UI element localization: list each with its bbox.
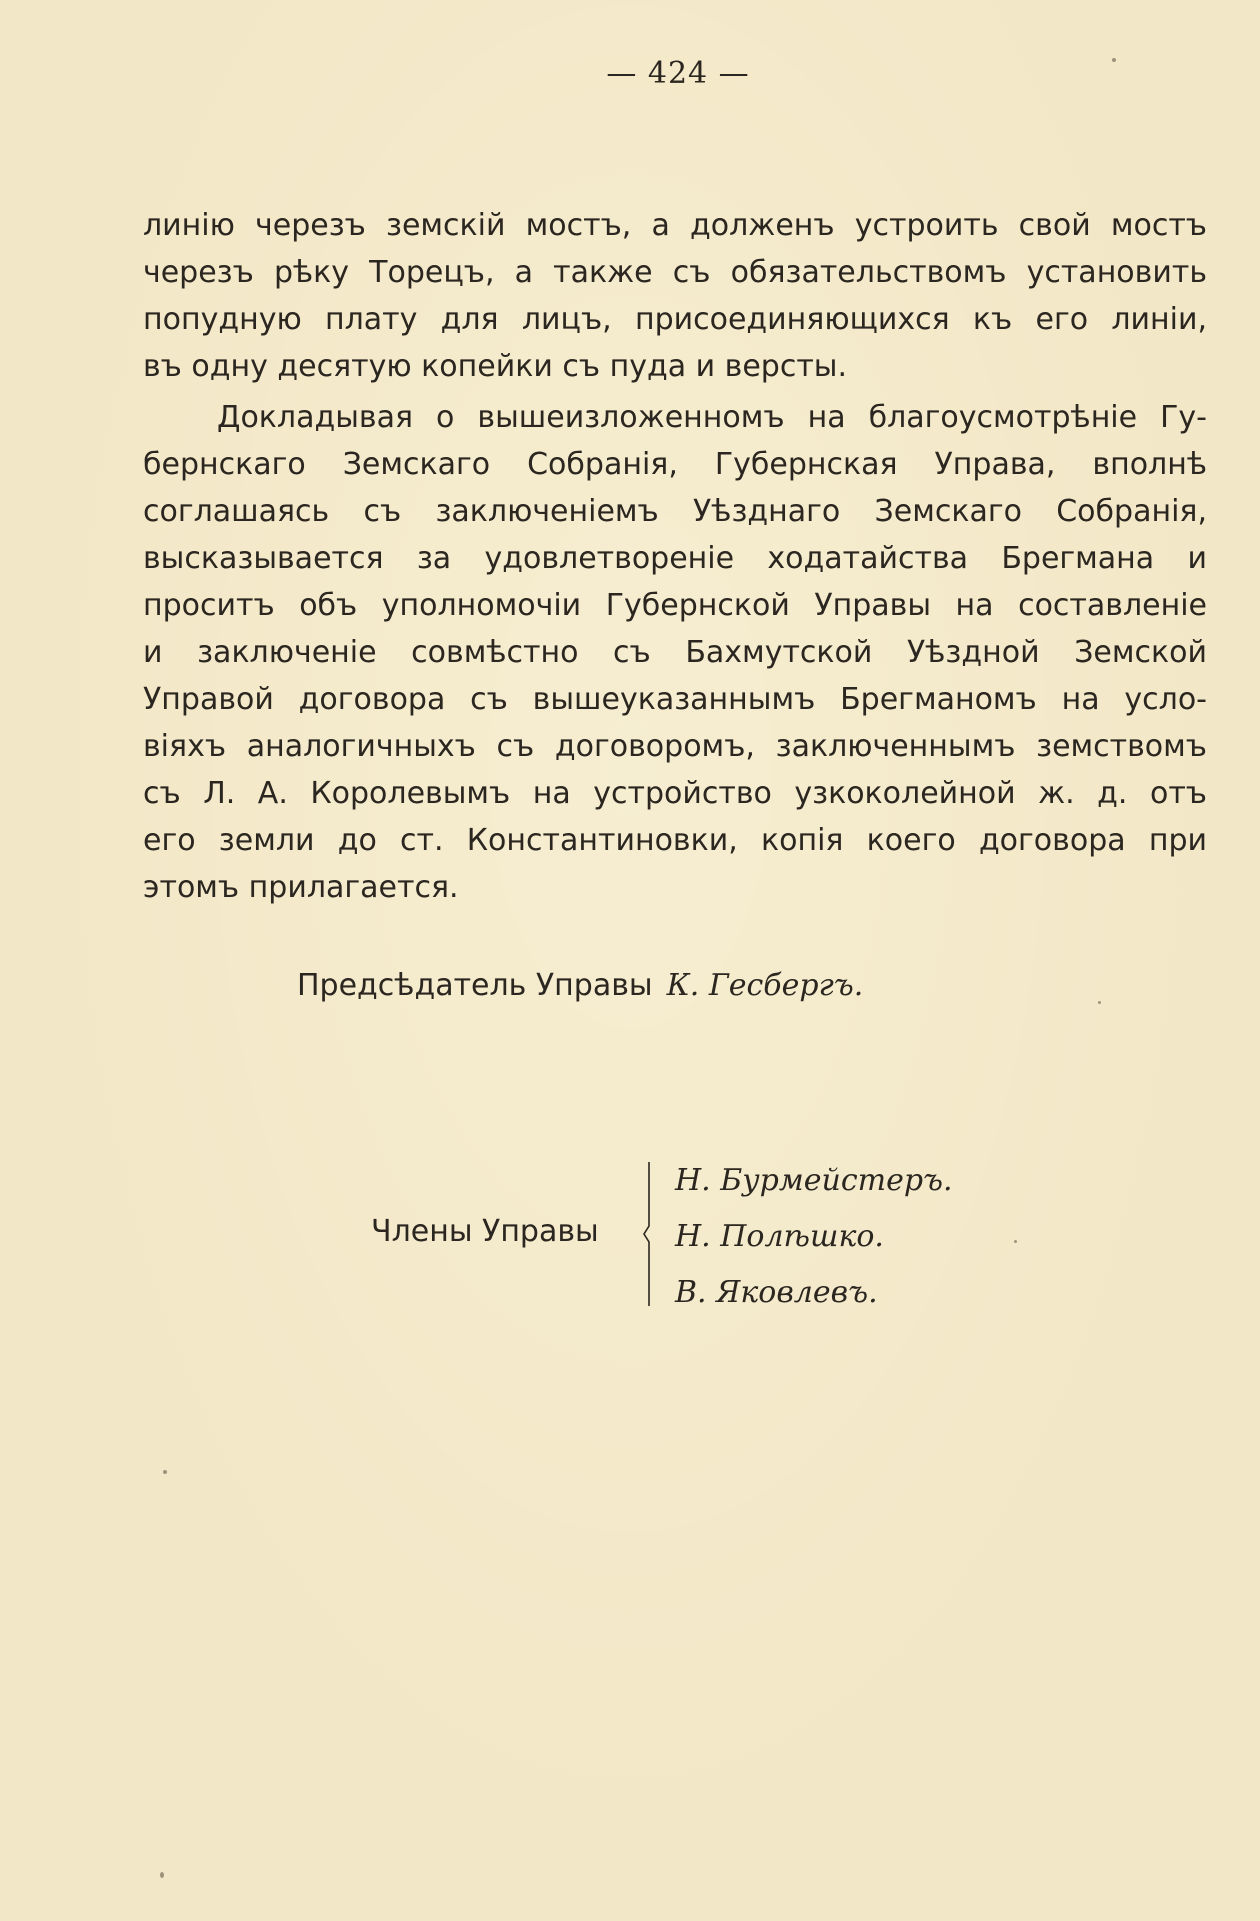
members-list — [675, 1153, 953, 1321]
paragraph-2-line: этомъ прилагается. — [143, 870, 459, 905]
paragraph-2-line: высказывается за удовлетвореніе ходатайства Брегмана и — [143, 541, 1207, 576]
page-number: — 424 — — [606, 56, 750, 91]
paper-speck — [1112, 58, 1116, 62]
chairman-title: Предсѣдатель Управы — [297, 968, 653, 1003]
paragraph-1-line: въ одну десятую копейки съ пуда и версты. — [143, 349, 848, 384]
paragraph-2-line: съ Л. А. Королевымъ на устройство узкоколейной ж. д. отъ — [143, 776, 1207, 811]
member-name: Н. Бурмейстеръ. — [675, 1163, 953, 1198]
members-label: Члены Управы — [371, 1214, 599, 1249]
paper-speck — [160, 1872, 164, 1878]
paragraph-2-line: проситъ объ уполномочіи Губернской Управы на составленіе — [143, 588, 1207, 623]
paragraph-2-line: віяхъ аналогичныхъ съ договоромъ, заключеннымъ земствомъ — [143, 729, 1207, 764]
paragraph-2-line: его земли до ст. Константиновки, копія коего договора при — [143, 823, 1207, 858]
members-bracket — [642, 1160, 652, 1308]
paragraph-2-line: бернскаго Земскаго Собранія, Губернская Управа, вполнѣ — [143, 447, 1207, 482]
paragraph-1-line: попудную плату для лицъ, присоединяющихся къ его линіи, — [143, 302, 1207, 337]
paper-speck — [1098, 1001, 1101, 1004]
chairman-signature — [297, 968, 863, 1003]
paragraph-2 — [143, 394, 1207, 911]
paragraph-2-line: Управой договора съ вышеуказаннымъ Брегманомъ на усло- — [143, 682, 1207, 717]
paragraph-1-line: черезъ рѣку Торецъ, а также съ обязательствомъ установить — [143, 255, 1207, 290]
paragraph-1 — [143, 202, 1207, 390]
paragraph-2-line: соглашаясь съ заключеніемъ Уѣзднаго Земскаго Собранія, — [143, 494, 1207, 529]
paragraph-1-line: линію черезъ земскій мостъ, а долженъ устроить свой мостъ — [143, 208, 1207, 243]
paragraph-2-line: и заключеніе совмѣстно съ Бахмутской Уѣздной Земской — [143, 635, 1207, 670]
member-name: Н. Полѣшко. — [675, 1219, 884, 1254]
member-name: В. Яковлевъ. — [675, 1275, 878, 1310]
paper-speck — [1014, 1240, 1017, 1243]
paper-speck — [163, 1470, 167, 1474]
paragraph-2-line: Докладывая о вышеизложенномъ на благоусмотрѣніе Гу- — [217, 400, 1207, 435]
chairman-name: К. Гесбергъ. — [666, 968, 864, 1003]
